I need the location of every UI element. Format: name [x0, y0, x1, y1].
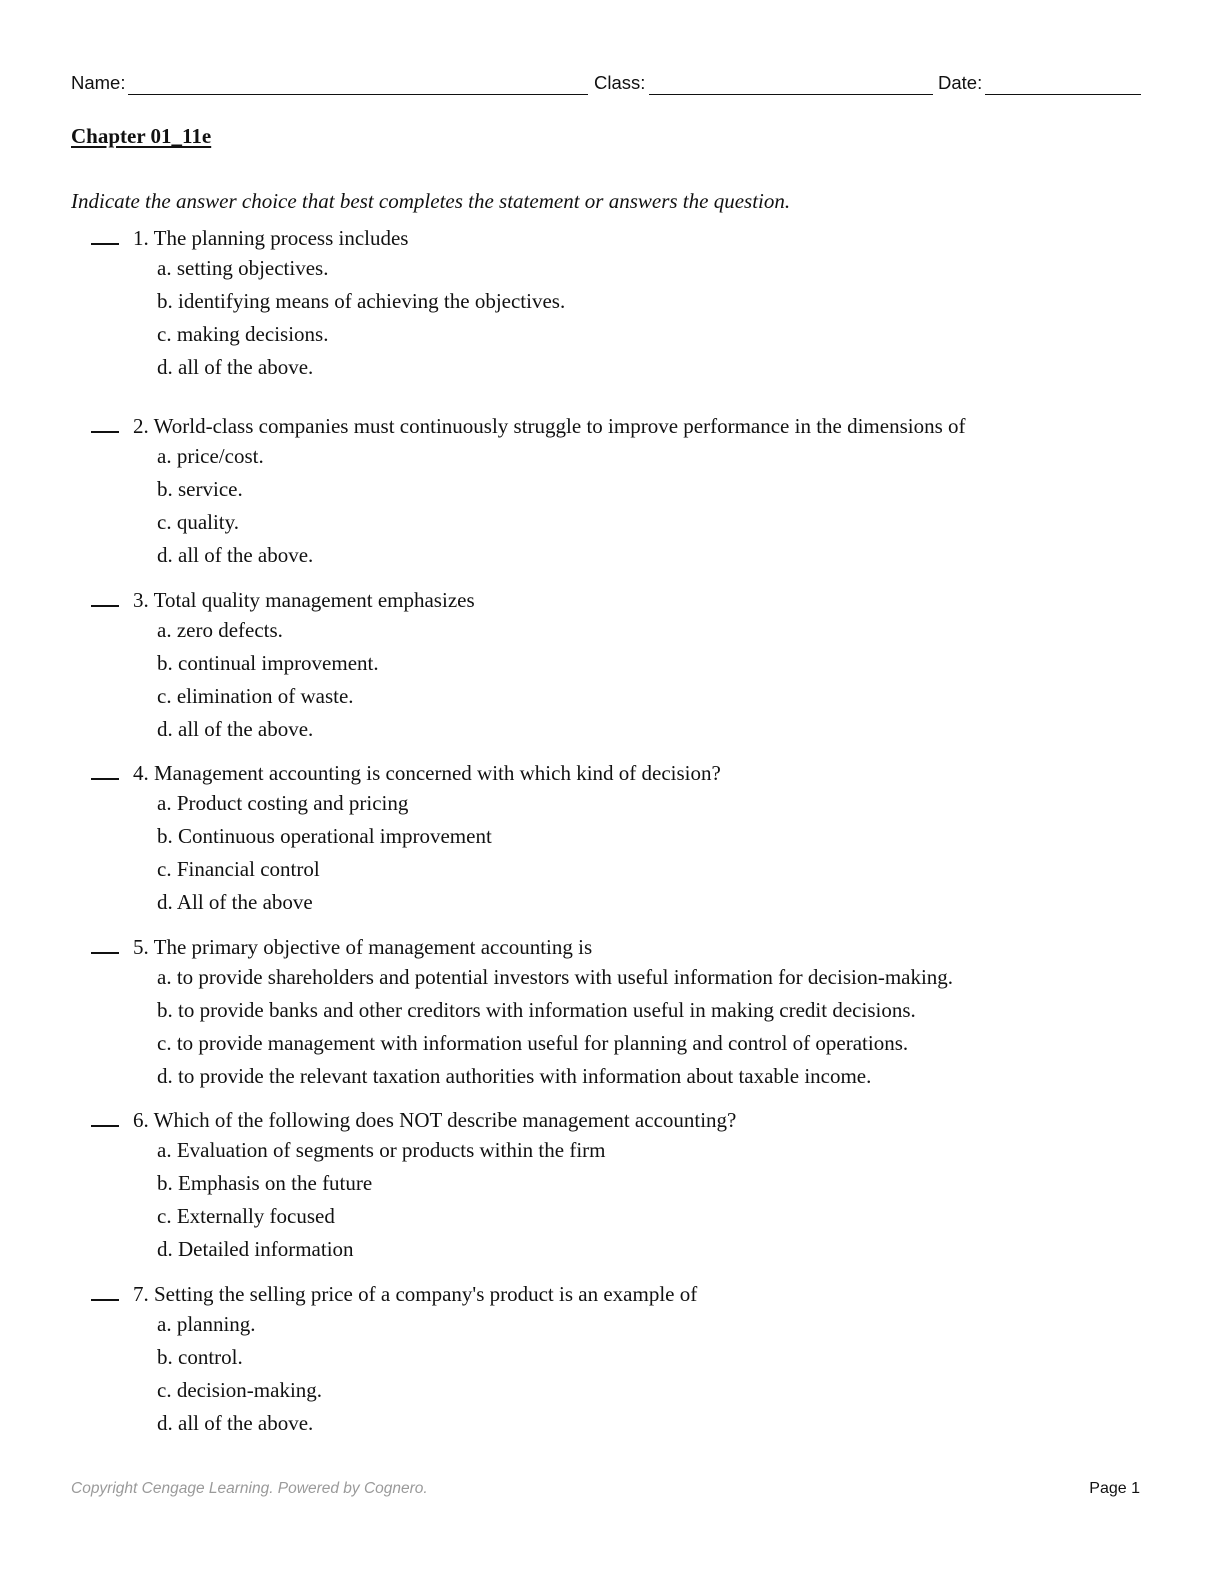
- answer-blank[interactable]: [91, 243, 119, 245]
- option-b: b. continual improvement.: [157, 651, 379, 675]
- option-c: c. Externally focused: [157, 1204, 335, 1228]
- instructions: Indicate the answer choice that best completes the statement or answers the question.: [71, 189, 791, 213]
- option-c: c. quality.: [157, 510, 240, 534]
- answer-blank[interactable]: [91, 431, 119, 433]
- option-d: d. all of the above.: [157, 1411, 314, 1435]
- option-c: c. decision-making.: [157, 1378, 323, 1402]
- option-d: d. all of the above.: [157, 355, 314, 379]
- answer-blank[interactable]: [91, 952, 119, 954]
- option-d: d. all of the above.: [157, 543, 314, 567]
- option-d: d. All of the above: [157, 890, 313, 914]
- option-a: a. to provide shareholders and potential investors with useful information for decision-making.: [157, 965, 954, 989]
- question-stem: 1. The planning process includes: [133, 226, 409, 250]
- option-a: a. setting objectives.: [157, 256, 329, 280]
- option-d: d. Detailed information: [157, 1237, 354, 1261]
- class-label: Class:: [594, 72, 646, 93]
- option-a: a. Evaluation of segments or products within the firm: [157, 1138, 606, 1162]
- question-stem: 5. The primary objective of management accounting is: [133, 935, 593, 959]
- question-stem: 7. Setting the selling price of a company's product is an example of: [133, 1282, 698, 1306]
- name-label: Name:: [71, 72, 126, 93]
- question-stem: 4. Management accounting is concerned with which kind of decision?: [133, 761, 721, 785]
- option-b: b. service.: [157, 477, 243, 501]
- option-c: c. making decisions.: [157, 322, 329, 346]
- answer-blank[interactable]: [91, 1299, 119, 1301]
- copyright-footer: Copyright Cengage Learning. Powered by Cognero.: [71, 1480, 428, 1497]
- option-c: c. Financial control: [157, 857, 320, 881]
- option-b: b. control.: [157, 1345, 243, 1369]
- option-a: a. planning.: [157, 1312, 256, 1336]
- question-stem: 6. Which of the following does NOT describe management accounting?: [133, 1108, 737, 1132]
- question-stem: 2. World-class companies must continuously struggle to improve performance in the dimensions of: [133, 414, 966, 438]
- date-field[interactable]: [985, 94, 1141, 95]
- student-info-header: [71, 72, 1141, 98]
- page-number: Page 1: [1089, 1480, 1140, 1497]
- chapter-title: Chapter 01_11e: [71, 124, 212, 148]
- option-a: a. zero defects.: [157, 618, 283, 642]
- option-b: b. identifying means of achieving the objectives.: [157, 289, 566, 313]
- option-b: b. to provide banks and other creditors with information useful in making credit decisions.: [157, 998, 916, 1022]
- option-a: a. price/cost.: [157, 444, 264, 468]
- name-field[interactable]: [128, 94, 588, 95]
- option-b: b. Continuous operational improvement: [157, 824, 492, 848]
- option-c: c. elimination of waste.: [157, 684, 354, 708]
- answer-blank[interactable]: [91, 1125, 119, 1127]
- option-d: d. all of the above.: [157, 717, 314, 741]
- question-stem: 3. Total quality management emphasizes: [133, 588, 475, 612]
- option-d: d. to provide the relevant taxation authorities with information about taxable income.: [157, 1064, 872, 1088]
- option-c: c. to provide management with information useful for planning and control of operations.: [157, 1031, 909, 1055]
- date-label: Date:: [938, 72, 983, 93]
- option-b: b. Emphasis on the future: [157, 1171, 373, 1195]
- answer-blank[interactable]: [91, 778, 119, 780]
- class-field[interactable]: [649, 94, 933, 95]
- option-a: a. Product costing and pricing: [157, 791, 409, 815]
- answer-blank[interactable]: [91, 605, 119, 607]
